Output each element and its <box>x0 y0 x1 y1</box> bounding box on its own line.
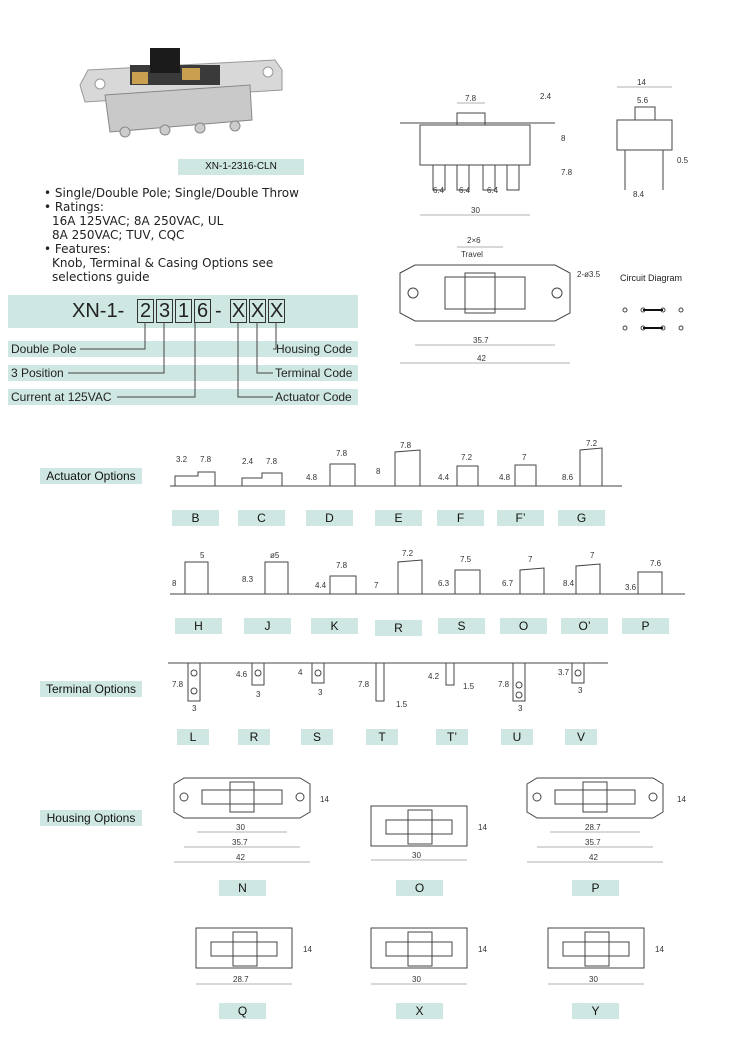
act-R-dim2: 7.2 <box>402 549 414 558</box>
bullet-3: • Features: <box>44 242 111 256</box>
hous-O-dim2: 14 <box>478 823 487 832</box>
dim-bottom-2x6: 2×6 <box>467 236 481 245</box>
part-code-dash: - <box>215 300 222 322</box>
housing-code-O: O <box>396 880 443 896</box>
dim-front-30: 30 <box>471 206 480 215</box>
housing-Y <box>545 922 675 992</box>
term-T-dim2: 1.5 <box>396 700 408 709</box>
bullet-3-line-3: selections guide <box>52 270 150 284</box>
hous-O-dim1: 30 <box>412 851 421 860</box>
term-S-dim2: 3 <box>318 688 323 697</box>
dim-front-7.8b: 7.8 <box>561 168 573 177</box>
dim-bottom-35.7: 35.7 <box>473 336 489 345</box>
act-P-dim2: 7.6 <box>650 559 662 568</box>
housing-code-N: N <box>219 880 266 896</box>
housing-code-P: P <box>572 880 619 896</box>
photo-caption: XN-1-2316-CLN <box>178 159 304 175</box>
hous-Y-dim2: 14 <box>655 945 664 954</box>
hous-P-dim3: 42 <box>589 853 598 862</box>
act-F-dim2: 7.2 <box>461 453 473 462</box>
hous-P-dim2: 35.7 <box>585 838 601 847</box>
housing-code-X: X <box>396 1003 443 1019</box>
label-actuator-code: Actuator Code <box>275 390 352 404</box>
act-G-dim1: 8.6 <box>562 473 574 482</box>
actuator-code-G: G <box>558 510 605 526</box>
code-suffix-1: X <box>231 300 246 322</box>
label-3-position: 3 Position <box>11 366 64 380</box>
actuator-code-J: J <box>244 618 291 634</box>
hous-Y-dim1: 30 <box>589 975 598 984</box>
actuator-code-S: S <box>438 618 485 634</box>
term-U-dim1: 7.8 <box>498 680 510 689</box>
switch-bottom-view <box>395 235 610 370</box>
housing-P <box>525 772 690 872</box>
act-E-dim1: 8 <box>376 467 381 476</box>
housing-options-title: Housing Options <box>40 810 142 826</box>
term-V-dim1: 3.7 <box>558 668 570 677</box>
label-terminal-code: Terminal Code <box>275 366 353 380</box>
act-H-dim1: 8 <box>172 579 177 588</box>
housing-N <box>172 772 332 872</box>
part-code-leaders <box>0 0 360 410</box>
act-K-dim1: 4.4 <box>315 581 327 590</box>
act-F-dim1: 4.4 <box>438 473 450 482</box>
code-digit-4: 6 <box>194 299 211 323</box>
terminal-drawings <box>168 655 618 720</box>
actuator-code-D: D <box>306 510 353 526</box>
housing-O <box>368 800 498 870</box>
term-V-dim2: 3 <box>578 686 583 695</box>
hous-N-dim4: 14 <box>320 795 329 804</box>
housing-code-Y: Y <box>572 1003 619 1019</box>
term-R-dim2: 3 <box>256 690 261 699</box>
terminal-code-Tp: T’ <box>436 729 468 745</box>
hous-N-dim1: 30 <box>236 823 245 832</box>
bullet-2-line-2: 16A 125VAC; 8A 250VAC, UL <box>52 214 224 228</box>
code-digit-2: 3 <box>156 299 173 323</box>
actuator-row2-drawings <box>170 548 690 608</box>
hous-X-dim1: 30 <box>412 975 421 984</box>
act-J-dim1: 8.3 <box>242 575 254 584</box>
act-J-dim2: ø5 <box>270 551 280 560</box>
terminal-code-S: S <box>301 729 333 745</box>
housing-X <box>368 922 498 992</box>
hous-Q-dim1: 28.7 <box>233 975 249 984</box>
terminal-code-R: R <box>238 729 270 745</box>
dim-front-8: 8 <box>561 134 566 143</box>
act-R-dim1: 7 <box>374 581 379 590</box>
act-Fp-dim2: 7 <box>522 453 527 462</box>
act-K-dim2: 7.8 <box>336 561 348 570</box>
dim-bottom-travel: Travel <box>461 250 483 259</box>
dim-front-7.8: 7.8 <box>465 94 477 103</box>
actuator-code-E: E <box>375 510 422 526</box>
act-S-dim1: 6.3 <box>438 579 450 588</box>
act-Fp-dim1: 4.8 <box>499 473 511 482</box>
term-L-dim2: 3 <box>192 704 197 713</box>
actuator-code-P: P <box>622 618 669 634</box>
actuator-code-Op: O’ <box>561 618 608 634</box>
act-Op-dim1: 8.4 <box>563 579 575 588</box>
terminal-code-V: V <box>565 729 597 745</box>
term-Tp-dim1: 4.2 <box>428 672 440 681</box>
dim-bottom-holes: 2-ø3.5 <box>577 270 601 279</box>
act-D-dim1: 4.8 <box>306 473 318 482</box>
actuator-code-B: B <box>172 510 219 526</box>
terminal-code-T: T <box>366 729 398 745</box>
terminal-options-title: Terminal Options <box>40 681 142 697</box>
code-suffix-3: X <box>269 300 284 322</box>
term-R-dim1: 4.6 <box>236 670 248 679</box>
circuit-diagram-title: Circuit Diagram <box>620 273 683 283</box>
act-P-dim1: 3.6 <box>625 583 637 592</box>
act-B-dim1: 3.2 <box>176 455 188 464</box>
code-digit-3: 1 <box>175 299 192 323</box>
actuator-code-Fp: F’ <box>497 510 544 526</box>
act-Op-dim2: 7 <box>590 551 595 560</box>
dim-side-5.6: 5.6 <box>637 96 649 105</box>
hous-P-dim1: 28.7 <box>585 823 601 832</box>
label-housing-code: Housing Code <box>276 342 353 356</box>
act-D-dim2: 7.8 <box>336 449 348 458</box>
dim-bottom-42: 42 <box>477 354 486 363</box>
dim-front-6.4b: 6.4 <box>459 186 471 195</box>
actuator-code-F: F <box>437 510 484 526</box>
label-current: Current at 125VAC <box>11 390 112 404</box>
code-digit-1: 2 <box>137 299 154 323</box>
hous-P-dim4: 14 <box>677 795 686 804</box>
bullet-1: • Single/Double Pole; Single/Double Throw <box>44 186 299 200</box>
switch-front-view <box>395 85 573 225</box>
actuator-code-R: R <box>375 620 422 636</box>
actuator-options-title: Actuator Options <box>40 468 142 484</box>
bullet-3-line-2: Knob, Terminal & Casing Options see <box>52 256 274 270</box>
act-S-dim2: 7.5 <box>460 555 472 564</box>
terminal-code-U: U <box>501 729 533 745</box>
dim-side-0.5: 0.5 <box>677 156 689 165</box>
dim-front-2.4: 2.4 <box>540 92 552 101</box>
bullet-2-line-3: 8A 250VAC; TUV, CQC <box>52 228 185 242</box>
switch-side-view <box>605 75 705 205</box>
act-H-dim2: 5 <box>200 551 205 560</box>
term-T-dim1: 7.8 <box>358 680 370 689</box>
housing-Q <box>193 922 323 992</box>
act-B-dim2: 7.8 <box>200 455 212 464</box>
dim-front-6.4a: 6.4 <box>433 186 445 195</box>
act-C-dim1: 2.4 <box>242 457 254 466</box>
term-S-dim1: 4 <box>298 668 303 677</box>
actuator-code-K: K <box>311 618 358 634</box>
act-E-dim2: 7.8 <box>400 441 412 450</box>
dim-side-14: 14 <box>637 78 646 87</box>
actuator-code-C: C <box>238 510 285 526</box>
dim-side-8.4: 8.4 <box>633 190 645 199</box>
code-suffix-2: X <box>250 300 265 322</box>
terminal-code-L: L <box>177 729 209 745</box>
bullet-2: • Ratings: <box>44 200 104 214</box>
term-U-dim2: 3 <box>518 704 523 713</box>
hous-Q-dim2: 14 <box>303 945 312 954</box>
hous-N-dim3: 42 <box>236 853 245 862</box>
actuator-code-H: H <box>175 618 222 634</box>
actuator-row1-drawings <box>170 440 630 490</box>
dim-front-6.4c: 6.4 <box>487 186 499 195</box>
hous-X-dim2: 14 <box>478 945 487 954</box>
circuit-diagram <box>615 300 695 340</box>
actuator-code-O: O <box>500 618 547 634</box>
part-code-prefix: XN-1- <box>72 300 125 322</box>
act-O-dim2: 7 <box>528 555 533 564</box>
housing-code-Q: Q <box>219 1003 266 1019</box>
act-O-dim1: 6.7 <box>502 579 514 588</box>
act-G-dim2: 7.2 <box>586 439 598 448</box>
label-double-pole: Double Pole <box>11 342 77 356</box>
term-Tp-dim2: 1.5 <box>463 682 475 691</box>
act-C-dim2: 7.8 <box>266 457 278 466</box>
hous-N-dim2: 35.7 <box>232 838 248 847</box>
term-L-dim1: 7.8 <box>172 680 184 689</box>
